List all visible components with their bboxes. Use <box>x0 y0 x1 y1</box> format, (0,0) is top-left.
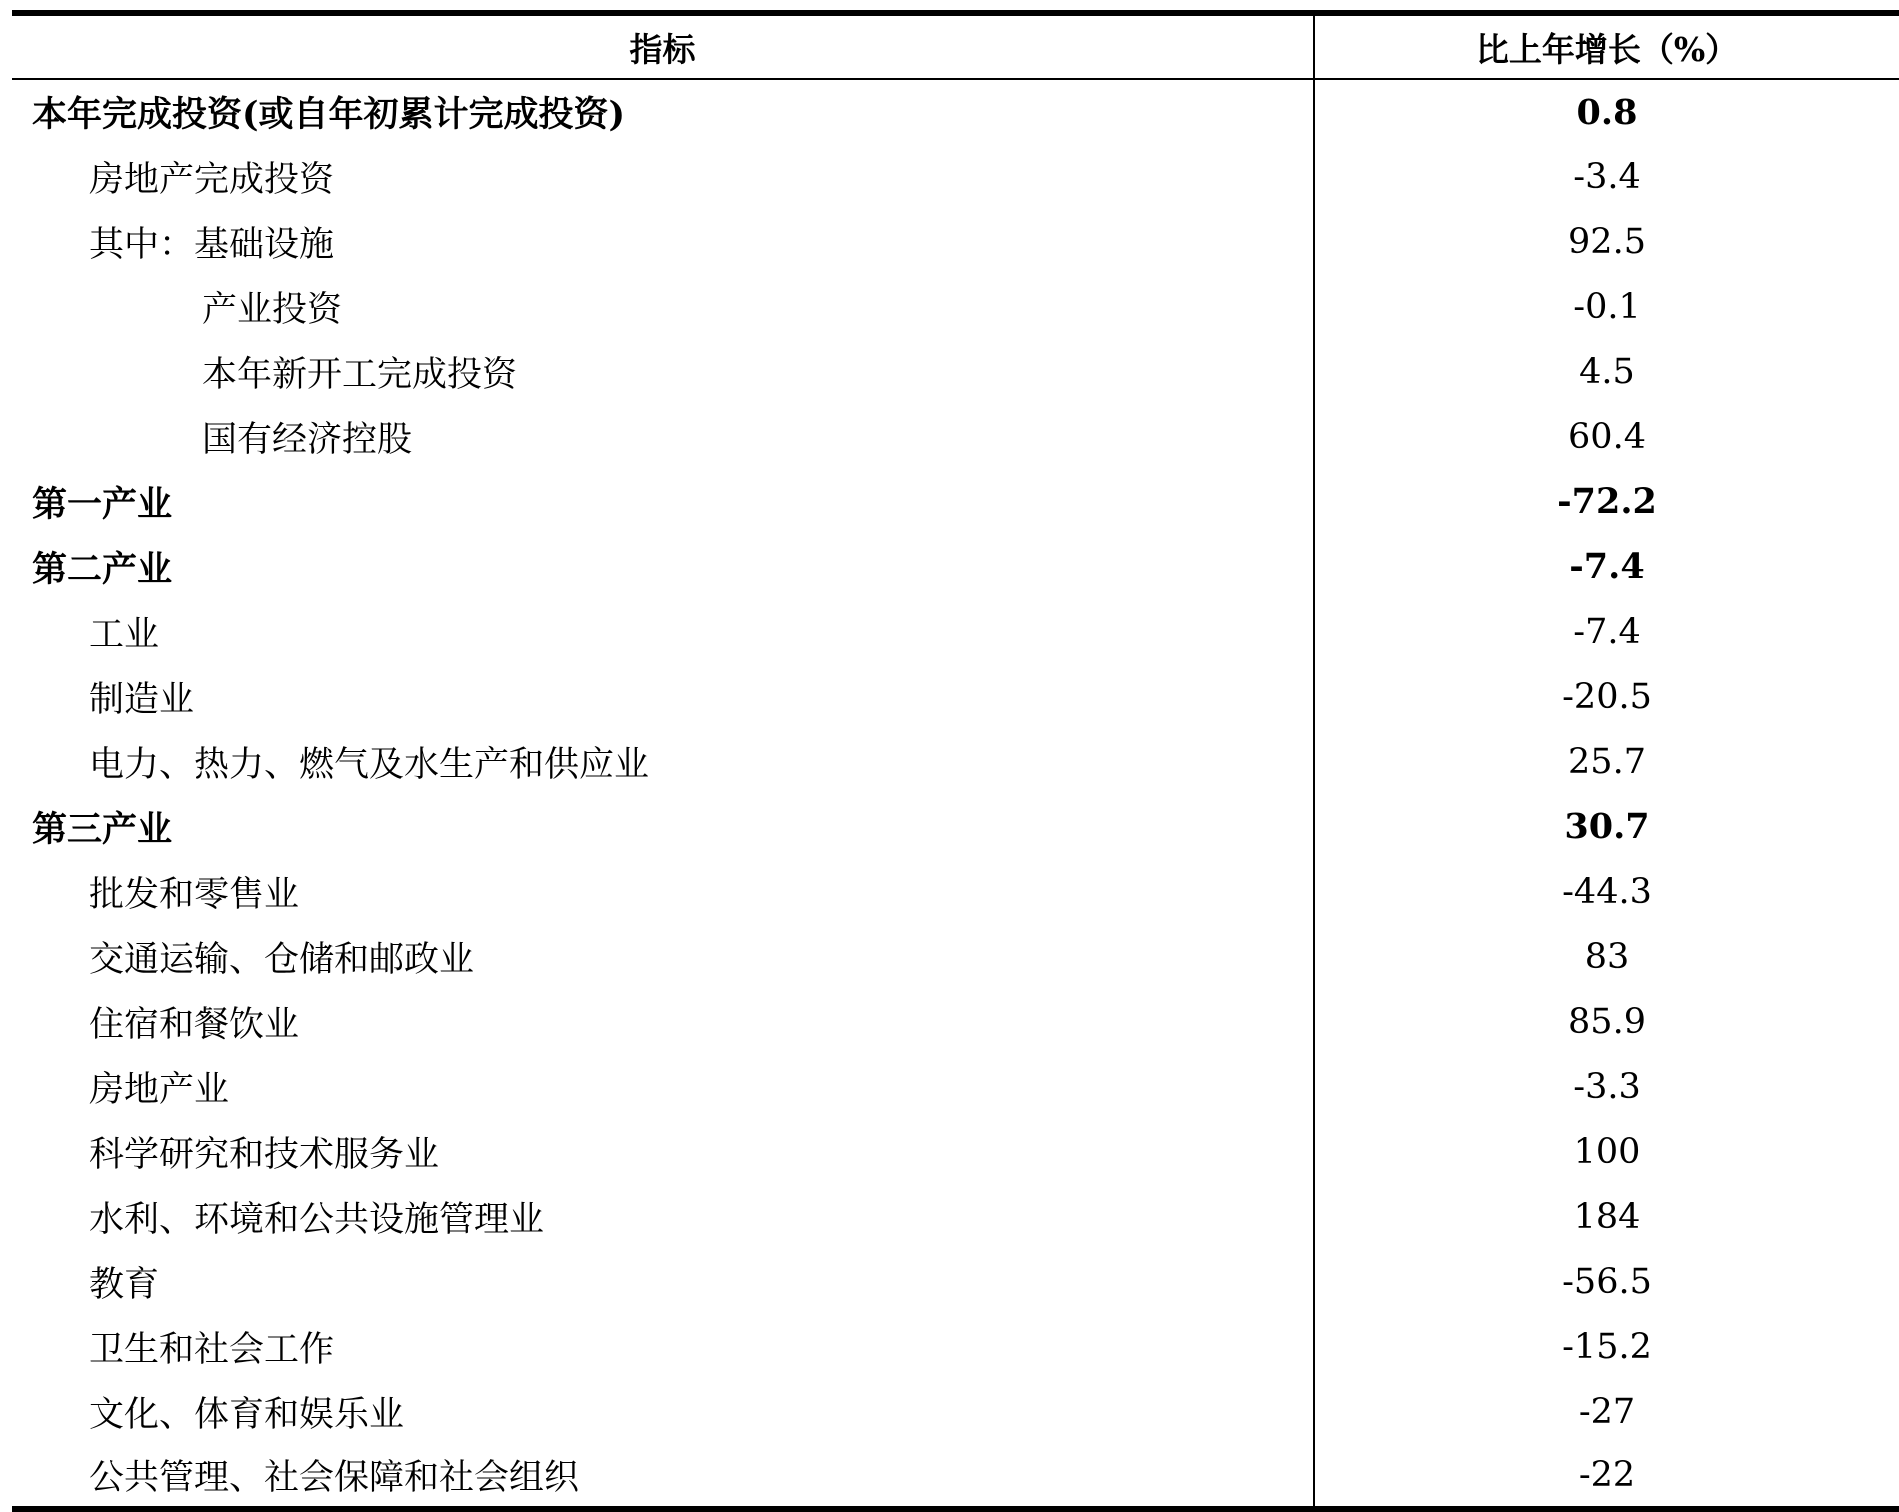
row-growth-value: -0.1 <box>1573 286 1641 327</box>
header-growth-rate: 比上年增长（%） <box>1314 13 1899 79</box>
table-row <box>12 729 1899 794</box>
table-row <box>12 599 1899 664</box>
table-row <box>12 79 1899 144</box>
table-row <box>12 274 1899 339</box>
row-growth-value: 100 <box>1573 1131 1641 1172</box>
row-growth-value: -56.5 <box>1562 1261 1652 1302</box>
row-growth-value: -44.3 <box>1562 871 1652 912</box>
row-growth-value: 60.4 <box>1568 416 1646 457</box>
row-growth-value: 4.5 <box>1579 351 1635 392</box>
row-growth-value: -7.4 <box>1573 611 1641 652</box>
row-indicator-label: 产业投资 <box>12 274 1314 339</box>
row-growth-value: -20.5 <box>1562 676 1652 717</box>
row-indicator-label: 其中：基础设施 <box>12 209 1314 274</box>
row-indicator-label: 本年新开工完成投资 <box>12 339 1314 404</box>
table-row <box>12 1184 1899 1249</box>
table-row <box>12 534 1899 599</box>
row-indicator-label: 第二产业 <box>12 534 1314 599</box>
row-growth-value: 92.5 <box>1568 221 1646 262</box>
row-indicator-label: 公共管理、社会保障和社会组织 <box>12 1444 1314 1509</box>
row-growth-value: -3.3 <box>1573 1066 1641 1107</box>
row-growth-value: 83 <box>1584 936 1630 977</box>
table-row <box>12 989 1899 1054</box>
row-growth-value: 85.9 <box>1568 1001 1646 1042</box>
table-row <box>12 404 1899 469</box>
table-row <box>12 1444 1899 1509</box>
row-growth-value: 30.7 <box>1564 806 1650 847</box>
row-indicator-label: 交通运输、仓储和邮政业 <box>12 924 1314 989</box>
table-header <box>12 13 1899 79</box>
table-row <box>12 339 1899 404</box>
row-indicator-label: 本年完成投资(或自年初累计完成投资) <box>12 79 1314 144</box>
row-growth-value: -15.2 <box>1562 1326 1652 1367</box>
row-indicator-label: 批发和零售业 <box>12 859 1314 924</box>
table-row <box>12 794 1899 859</box>
header-indicator: 指标 <box>12 13 1314 79</box>
table-row <box>12 469 1899 534</box>
row-indicator-label: 教育 <box>12 1249 1314 1314</box>
row-indicator-label: 国有经济控股 <box>12 404 1314 469</box>
table-body <box>12 79 1899 1509</box>
table-row <box>12 209 1899 274</box>
table-row <box>12 1249 1899 1314</box>
row-growth-value: 25.7 <box>1568 741 1646 782</box>
row-indicator-label: 第一产业 <box>12 469 1314 534</box>
row-growth-value: 0.8 <box>1576 91 1638 133</box>
row-growth-value: -27 <box>1578 1391 1636 1432</box>
row-growth-value: -3.4 <box>1573 156 1641 197</box>
row-indicator-label: 工业 <box>12 599 1314 664</box>
table-row <box>12 924 1899 989</box>
table-row <box>12 1314 1899 1379</box>
row-indicator-label: 卫生和社会工作 <box>12 1314 1314 1379</box>
row-indicator-label: 文化、体育和娱乐业 <box>12 1379 1314 1444</box>
table-row <box>12 144 1899 209</box>
table-header-row <box>12 13 1899 79</box>
row-indicator-label: 房地产业 <box>12 1054 1314 1119</box>
table-row <box>12 859 1899 924</box>
row-indicator-label: 第三产业 <box>12 794 1314 859</box>
row-growth-value: 184 <box>1573 1196 1641 1237</box>
row-indicator-label: 房地产完成投资 <box>12 144 1314 209</box>
row-indicator-label: 科学研究和技术服务业 <box>12 1119 1314 1184</box>
investment-growth-table-container <box>12 10 1899 1510</box>
row-indicator-label: 制造业 <box>12 664 1314 729</box>
table-row <box>12 1054 1899 1119</box>
table-row <box>12 1379 1899 1444</box>
table-row <box>12 1119 1899 1184</box>
row-indicator-label: 电力、热力、燃气及水生产和供应业 <box>12 729 1314 794</box>
table-row <box>12 664 1899 729</box>
row-growth-value: -7.4 <box>1569 546 1645 587</box>
investment-growth-table <box>12 10 1899 1512</box>
row-indicator-label: 水利、环境和公共设施管理业 <box>12 1184 1314 1249</box>
row-indicator-label: 住宿和餐饮业 <box>12 989 1314 1054</box>
row-growth-value: -72.2 <box>1557 481 1657 522</box>
row-growth-value: -22 <box>1314 1444 1899 1509</box>
